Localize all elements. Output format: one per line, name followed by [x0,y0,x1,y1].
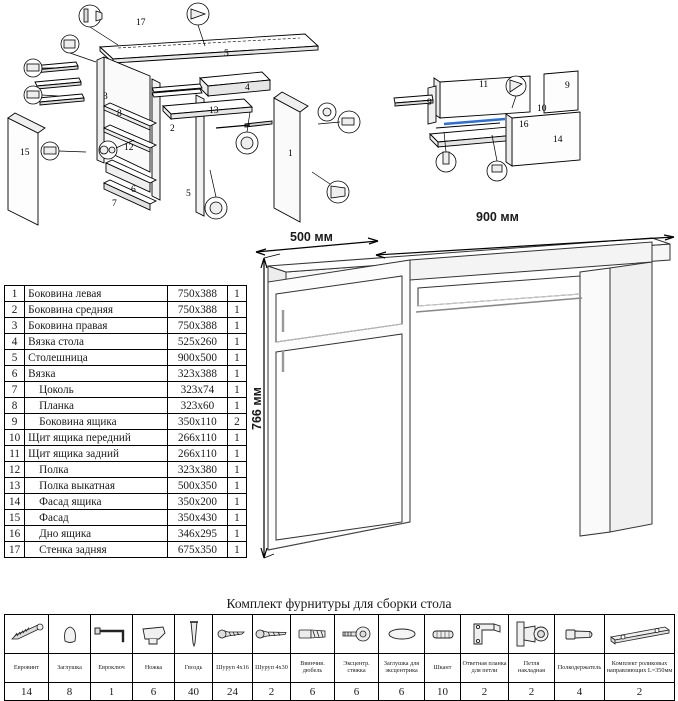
hardware-name: Полкодержатель [555,654,605,683]
part-name: Стенка задняя [25,542,168,558]
part-dimension: 750х388 [168,318,228,334]
pin-icon [425,615,461,654]
part-name: Дно ящика [25,526,168,542]
part-dimension: 350х430 [168,510,228,526]
part-quantity: 1 [227,318,246,334]
table-row [5,350,247,366]
exploded-view-diagram [0,0,678,232]
part-quantity: 1 [227,286,246,302]
part-quantity: 1 [227,430,246,446]
cam-icon [335,615,379,654]
hardware-count: 6 [133,683,175,701]
hardware-count: 6 [291,683,335,701]
part-number: 13 [5,478,25,494]
part-quantity: 1 [227,494,246,510]
part-number: 10 [5,430,25,446]
hinge-plate-icon [461,615,509,654]
eurokey-icon [91,615,133,654]
nail-icon [175,615,213,654]
cap-icon [49,615,91,654]
svg-text:6: 6 [131,185,136,195]
part-number: 15 [5,510,25,526]
part-number: 16 [5,526,25,542]
svg-text:9: 9 [427,98,432,108]
dimension-lines [250,232,678,577]
svg-text:14: 14 [553,135,563,145]
svg-text:12: 12 [124,143,134,153]
hardware-kit-title: Комплект фурнитуры для сборки стола [226,596,452,611]
part-dimension: 675х350 [168,542,228,558]
part-dimension: 750х388 [168,286,228,302]
svg-text:4: 4 [245,83,250,93]
hardware-count: 10 [425,683,461,701]
part-dimension: 323х74 [168,382,228,398]
hardware-count: 4 [555,683,605,701]
part-number: 9 [5,414,25,430]
svg-text:2: 2 [170,124,175,134]
table-row [5,302,247,318]
table-row [5,526,247,542]
shelf-support-icon [555,615,605,654]
hardware-count: 40 [175,683,213,701]
depth-dimension-label: 500 мм [290,230,333,244]
part-name: Боковина правая [25,318,168,334]
part-name: Боковина ящика [25,414,168,430]
part-dimension: 500х350 [168,478,228,494]
part-number: 6 [5,366,25,382]
part-quantity: 1 [227,446,246,462]
screw30-icon [253,615,291,654]
part-number: 4 [5,334,25,350]
part-number: 17 [5,542,25,558]
dowel-icon [291,615,335,654]
hardware-name: Евроключ [91,654,133,683]
hardware-count: 2 [509,683,555,701]
hardware-count: 1 [91,683,133,701]
part-dimension: 350х110 [168,414,228,430]
hardware-name: Комплект роликовых направляющих L=350мм [605,654,675,683]
parts-list-table [4,285,247,558]
hardware-name: Заглушка [49,654,91,683]
svg-text:16: 16 [519,120,529,130]
part-dimension: 323х388 [168,366,228,382]
part-name: Щит ящика задний [25,446,168,462]
table-row [5,510,247,526]
part-number: 8 [5,398,25,414]
part-name: Вязка стола [25,334,168,350]
hardware-name: Ножка [133,654,175,683]
table-row [5,382,247,398]
height-dimension-label: 766 мм [250,387,264,430]
table-row [5,398,247,414]
cam-cap-icon [379,615,425,654]
hardware-count: 14 [5,683,49,701]
part-quantity: 1 [227,398,246,414]
part-quantity: 2 [227,414,246,430]
part-name: Щит ящика передний [25,430,168,446]
hardware-name: Заглушка для эксцентрика [379,654,425,683]
table-row [5,542,247,558]
part-quantity: 1 [227,542,246,558]
part-number: 7 [5,382,25,398]
svg-text:3: 3 [103,92,108,102]
part-name: Цоколь [25,382,168,398]
hardware-name: Шуруп 4х30 [253,654,291,683]
hardware-name: Эксцентр. стяжка [335,654,379,683]
part-dimension: 900х500 [168,350,228,366]
svg-text:7: 7 [112,199,117,209]
hardware-count: 2 [253,683,291,701]
part-number: 11 [5,446,25,462]
part-name: Столешница [25,350,168,366]
hardware-name: Петля накладная [509,654,555,683]
part-name: Фасад [25,510,168,526]
table-row [5,366,247,382]
part-name: Полка [25,462,168,478]
finished-desk-dimensioned-view [250,210,678,577]
svg-text:9: 9 [565,81,570,91]
part-quantity: 1 [227,334,246,350]
hardware-name: Шкант [425,654,461,683]
part-dimension: 346х295 [168,526,228,542]
part-number: 1 [5,286,25,302]
hardware-count: 6 [379,683,425,701]
euroscrew-icon [5,615,49,654]
svg-text:10: 10 [537,104,547,114]
table-row [5,446,247,462]
part-name: Боковина средняя [25,302,168,318]
svg-text:5: 5 [186,189,191,199]
part-quantity: 1 [227,478,246,494]
part-number: 5 [5,350,25,366]
table-row [5,494,247,510]
part-name: Полка выкатная [25,478,168,494]
hardware-count: 6 [335,683,379,701]
slide-rail-icon [605,615,675,654]
part-dimension: 350х200 [168,494,228,510]
table-row [5,430,247,446]
part-quantity: 1 [227,366,246,382]
table-row [5,478,247,494]
hardware-name: Шуруп 4х16 [213,654,253,683]
part-name: Вязка [25,366,168,382]
part-number: 14 [5,494,25,510]
hardware-count: 2 [461,683,509,701]
hardware-name: Евровинт [5,654,49,683]
part-dimension: 323х380 [168,462,228,478]
part-name: Боковина левая [25,286,168,302]
table-row [5,414,247,430]
part-quantity: 1 [227,350,246,366]
svg-text:8: 8 [117,109,122,119]
part-dimension: 323х60 [168,398,228,414]
part-dimension: 266х110 [168,430,228,446]
part-number: 2 [5,302,25,318]
part-dimension: 525х260 [168,334,228,350]
hardware-count: 24 [213,683,253,701]
svg-text:13: 13 [209,106,219,116]
part-dimension: 266х110 [168,446,228,462]
svg-text:15: 15 [20,148,30,158]
hardware-name: Ввинчив. дюбель [291,654,335,683]
hardware-name: Гвоздь [175,654,213,683]
exploded-view-svg [0,0,678,232]
part-quantity: 1 [227,510,246,526]
table-row [5,286,247,302]
svg-text:1: 1 [288,149,293,159]
part-quantity: 1 [227,382,246,398]
hardware-count: 2 [605,683,675,701]
table-row [5,318,247,334]
svg-text:17: 17 [136,18,146,28]
part-dimension: 750х388 [168,302,228,318]
part-quantity: 1 [227,302,246,318]
part-quantity: 1 [227,526,246,542]
svg-text:11: 11 [479,80,489,90]
svg-text:5: 5 [224,49,229,59]
part-quantity: 1 [227,462,246,478]
table-row [5,462,247,478]
part-number: 12 [5,462,25,478]
hardware-name: Ответная планка для петли [461,654,509,683]
part-number: 3 [5,318,25,334]
hardware-count: 8 [49,683,91,701]
screw16-icon [213,615,253,654]
table-row [5,334,247,350]
hinge-icon [509,615,555,654]
hardware-kit-table [4,614,675,701]
width-dimension-label: 900 мм [476,210,519,224]
parts-list-body [5,286,247,558]
part-name: Фасад ящика [25,494,168,510]
part-name: Планка [25,398,168,414]
leg-icon [133,615,175,654]
